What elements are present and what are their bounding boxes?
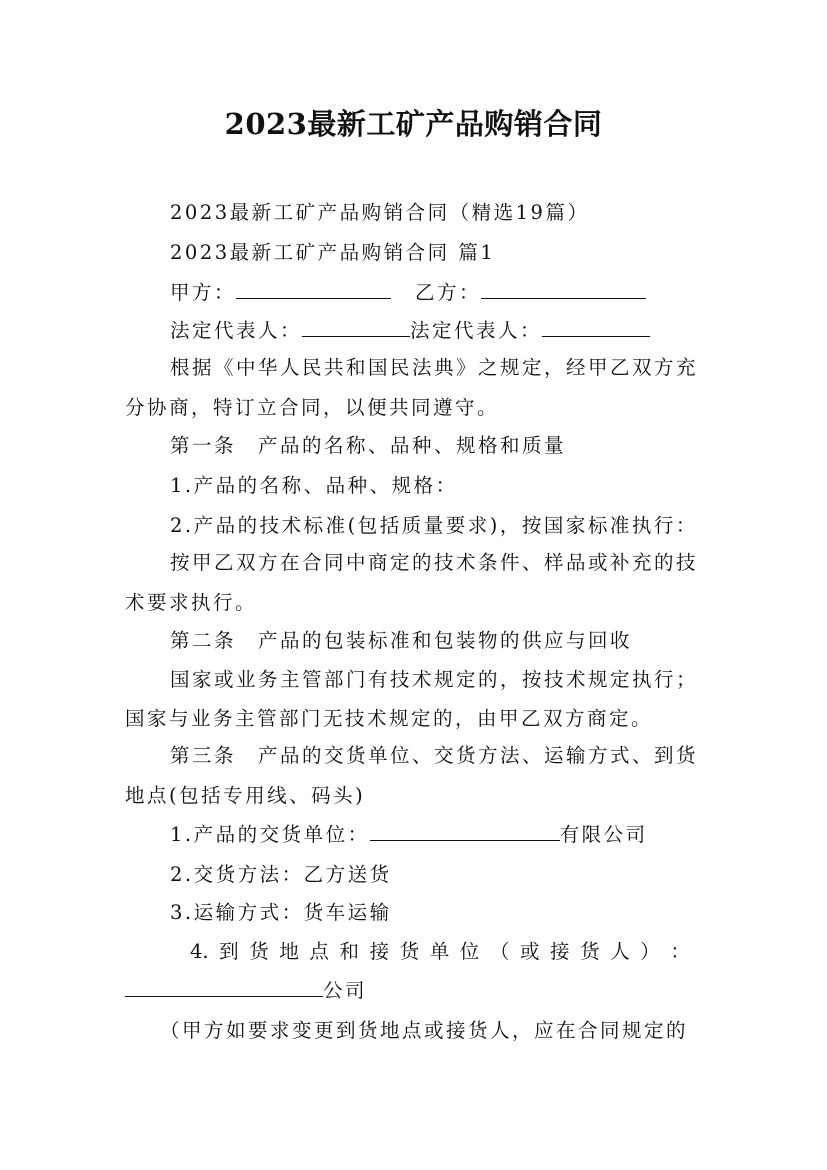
party-b-blank — [481, 280, 646, 299]
item-4-char: 接 — [550, 940, 570, 963]
preamble-line-1: 根据《中华人民共和国民法典》之规定，经甲乙双方充 — [170, 356, 699, 379]
item-4-char: ） — [640, 940, 660, 963]
item-4-char: 单 — [429, 940, 450, 963]
legal-rep-a-blank — [302, 318, 410, 337]
delivery-unit-blank — [370, 822, 560, 841]
item-4-char: （ — [489, 940, 510, 963]
article-2-text-2: 国家与业务主管部门无技术规定的，由甲乙双方商定。 — [125, 707, 654, 730]
document-subtitle: 2023最新工矿产品购销合同（精选19篇） — [170, 201, 590, 224]
article-1-item-2-cont-1: 按甲乙双方在合同中商定的技术条件、样品或补充的技 — [170, 551, 699, 574]
legal-rep-b-label: 法定代表人： — [410, 319, 543, 342]
item-4-char: 4. — [190, 940, 209, 963]
article-3-item-4-cont — [125, 978, 367, 1004]
article-1-title: 第一条 产品的名称、品种、规格和质量 — [170, 434, 567, 457]
item-4-char: 货 — [399, 940, 420, 963]
receiver-suffix: 公司 — [323, 979, 368, 1002]
article-1-item-2-cont-2: 术要求执行。 — [125, 591, 258, 614]
legal-rep-a-label: 法定代表人： — [170, 319, 303, 342]
article-2-text-1: 国家或业务主管部门有技术规定的，按技术规定执行； — [170, 668, 699, 691]
party-line — [170, 280, 646, 306]
party-b-label: 乙方： — [415, 281, 482, 304]
article-2-title: 第二条 产品的包装标准和包装物的供应与回收 — [170, 629, 633, 652]
article-3-item-1 — [170, 822, 648, 848]
delivery-unit-label: 1.产品的交货单位： — [170, 823, 370, 846]
preamble-line-2: 分协商，特订立合同，以便共同遵守。 — [125, 396, 500, 419]
delivery-unit-suffix: 有限公司 — [559, 823, 648, 846]
item-4-char: 接 — [369, 940, 390, 963]
party-a-label: 甲方： — [170, 281, 237, 304]
receiver-blank — [125, 978, 323, 997]
item-4-char: 和 — [339, 940, 359, 963]
article-1-item-1: 1.产品的名称、品种、规格： — [170, 474, 458, 497]
item-4-char: 位 — [459, 940, 480, 963]
item-4-char: 或 — [519, 940, 540, 963]
article-3-note: （甲方如要求变更到货地点或接货人，应在合同规定的 — [160, 1019, 689, 1042]
item-4-char: 点 — [309, 940, 329, 963]
item-4-char: 到 — [219, 940, 239, 963]
article-1-item-2: 2.产品的技术标准(包括质量要求)，按国家标准执行： — [170, 514, 698, 537]
article-3-item-4 — [190, 939, 690, 965]
section-heading: 2023最新工矿产品购销合同 篇1 — [170, 241, 496, 264]
article-3-item-2: 2.交货方法：乙方送货 — [170, 863, 392, 886]
document-title: 2023最新工矿产品购销合同 — [224, 107, 603, 141]
article-3-title-1: 第三条 产品的交货单位、交货方法、运输方式、到货 — [170, 744, 699, 767]
item-4-char: 货 — [249, 940, 269, 963]
item-4-char: 货 — [580, 940, 600, 963]
party-a-blank — [236, 280, 391, 299]
article-3-title-2: 地点(包括专用线、码头) — [125, 784, 366, 807]
item-4-char: ： — [670, 940, 690, 963]
item-4-char: 地 — [279, 940, 299, 963]
legal-rep-line — [170, 318, 650, 344]
article-3-item-3: 3.运输方式：货车运输 — [170, 901, 392, 924]
item-4-char: 人 — [610, 940, 630, 963]
legal-rep-b-blank — [542, 318, 650, 337]
